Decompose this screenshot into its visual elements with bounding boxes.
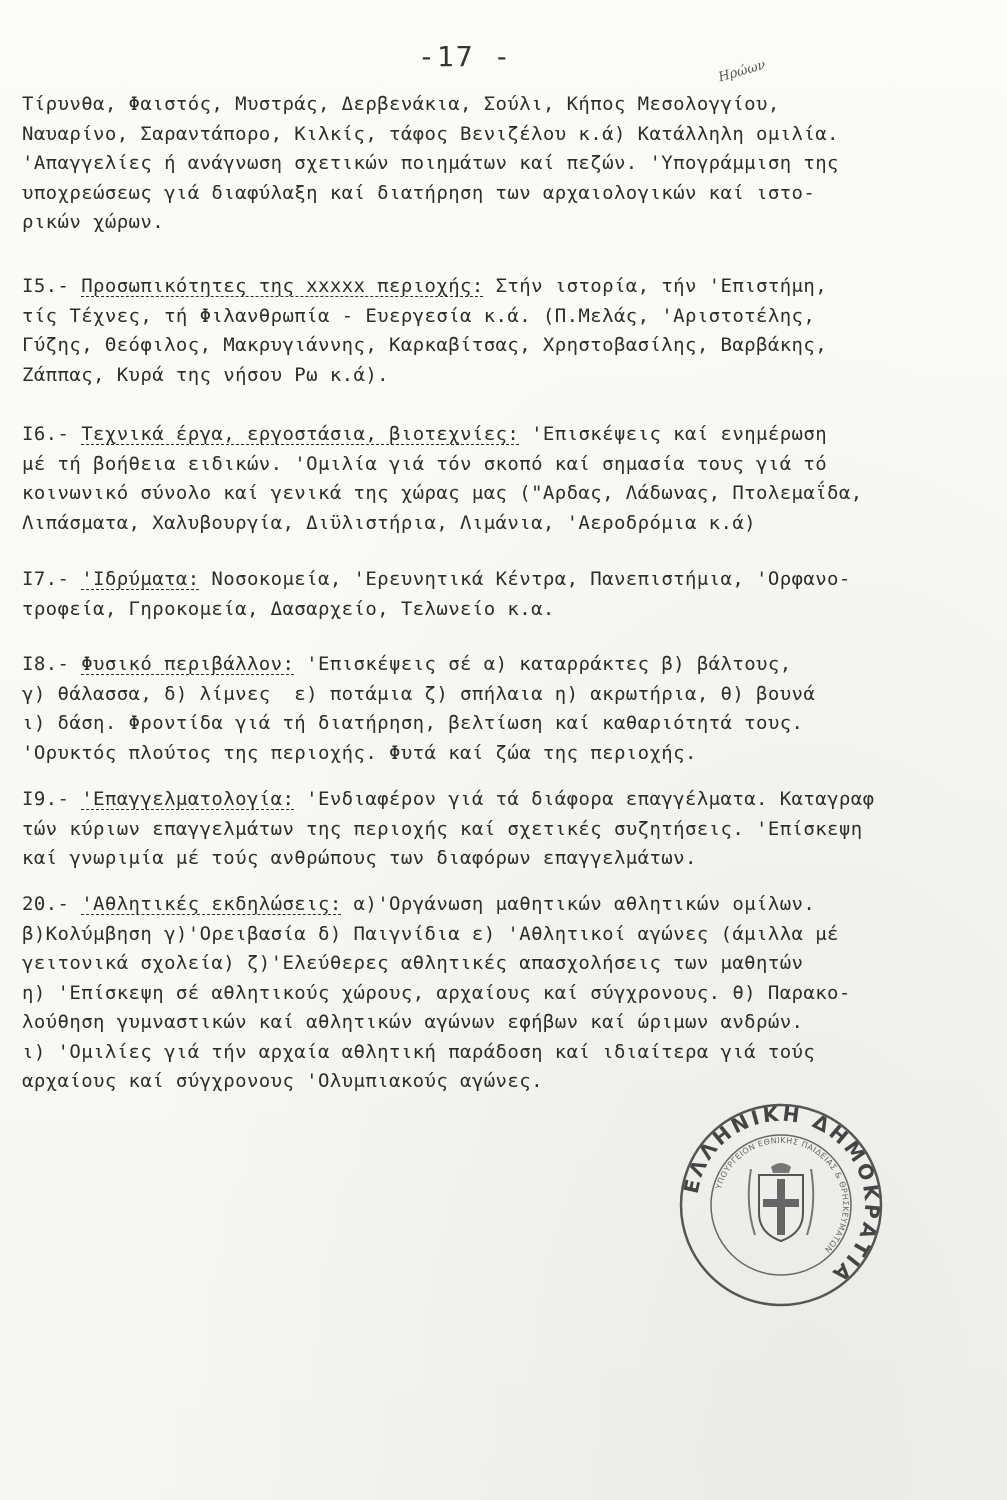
seal-icon [678, 1102, 884, 1308]
section-20-athletic-events [22, 890, 992, 1097]
section-heading: Φυσικό περιβάλλον: [81, 653, 295, 675]
section-text: Στήν ιστορία, τήν 'Επιστήμη, τίς Τέχνες, τή Φιλανθρωπία - Ευεργεσία κ.ά. (Π.Μελάς, 'Αριστοτέλης, Γύζης, Θεόφιλος, Μακρυγιάννης, Καρκαβίτσας, Χρηστοβασίλης, Βαρβάκης, Ζάππας, Κυρά της νήσου Ρω κ.ά). [22, 275, 828, 386]
section-15-personalities [22, 272, 992, 390]
official-seal-stamp [678, 1102, 884, 1308]
coat-of-arms-icon [749, 1163, 814, 1241]
section-heading: 'Ιδρύματα: [81, 568, 200, 590]
section-text: α)'Οργάνωση μαθητικών αθλητικών ομίλων. β)Κολύμβηση γ)'Ορειβασία δ) Παιγνίδια ε) 'Αθλητικοί αγώνες (άμιλλα μέ γειτονικά σχολεία) ζ)'Ελεύθερες αθλητικές απασχολήσεις των μαθητών η) 'Επίσκεψη σέ αθλητικούς χώρους, αρχαίους καί σύγχρονους. θ) Παρακο- λούθηση γυμναστικών καί αθλητικών αγώνων εφήβων καί ώριμων ανδρών. ι) 'Ομιλίες γιά τήν αρχαία αθλητική παράδοση καί ιδιαίτερα γιά τούς αρχαίους καί σύγχρονους 'Ολυμπιακούς αγώνες. [22, 893, 851, 1092]
paragraph-text: Τίρυνθα, Φαιστός, Μυστράς, Δερβενάκια, Σούλι, Κήπος Μεσολογγίου, Ναυαρίνο, Σαραντάπορο, Κιλκίς, τάφος Βενιζέλου κ.ά) Κατάλληλη ομιλία. 'Απαγγελίες ή ανάγνωση σχετικών ποιημάτων καί πεζών. 'Υπογράμμιση της υποχρεώσεως γιά διαφύλαξη καί διατήρηση των αρχαιολογικών καί ιστο- ρικών χώρων. [22, 93, 839, 233]
section-text: 'Επισκέψεις σέ α) καταρράκτες β) βάλτους, γ) θάλασσα, δ) λίμνες ε) ποτάμια ζ) σπήλαια η) ακρωτήρια, θ) βουνά ι) δάση. Φροντίδα γιά τή διατήρηση, βελτίωση καί καθαριότητά τους. 'Ορυκτός πλούτος της περιοχής. Φυτά καί ζώα της περιοχής. [22, 653, 816, 764]
section-number: I8.- [22, 653, 70, 675]
section-heading: 'Επαγγελματολογία: [81, 788, 295, 810]
section-19-professions [22, 785, 992, 874]
paragraph-sites-continued [22, 90, 992, 238]
section-text: 'Ενδιαφέρον γιά τά διάφορα επαγγέλματα. Καταγραφ τών κύριων επαγγελμάτων της περιοχής καί σχετικές συζητήσεις. 'Επίσκεψη καί γνωριμία μέ τούς ανθρώπους των διαφόρων επαγγελμάτων. [22, 788, 875, 869]
section-18-natural-environment [22, 650, 992, 768]
section-heading: Προσωπικότητες της xxxxx περιοχής: [81, 275, 484, 297]
section-number: I5.- [22, 275, 70, 297]
handwritten-note: Ηρώων [716, 57, 768, 86]
section-number: 20.- [22, 893, 70, 915]
section-17-institutions [22, 565, 992, 624]
section-text: Νοσοκομεία, 'Ερευνητικά Κέντρα, Πανεπιστήμια, 'Ορφανο- τροφεία, Γηροκομεία, Δασαρχείο, Τελωνείο κ.α. [22, 568, 851, 620]
page-number: -17 - [418, 40, 513, 73]
section-text: 'Επισκέψεις καί ενημέρωση μέ τή βοήθεια ειδικών. 'Ομιλία γιά τόν σκοπό καί σημασία τους γιά τό κοινωνικό σύνολο καί γενικά της χώρας μας ("Αρδας, Λάδωνας, Πτολεμαΐδα, Λιπάσματα, Χαλυβουργία, Διϋλιστήρια, Λιμάνια, 'Αεροδρόμια κ.ά) [22, 423, 863, 534]
section-number: I6.- [22, 423, 70, 445]
stamp-inner-text: ΥΠΟΥΡΓΕΙΟΝ ΕΘΝΙΚΗΣ ΠΑΙΔΕΙΑΣ & ΘΡΗΣΚΕΥΜΑΤΩΝ [714, 1135, 851, 1255]
section-number: I7.- [22, 568, 70, 590]
section-number: I9.- [22, 788, 70, 810]
section-heading: 'Αθλητικές εκδηλώσεις: [81, 893, 342, 915]
section-heading: Τεχνικά έργα, εργοστάσια, βιοτεχνίες: [81, 423, 520, 445]
stamp-ring-text: ΕΛΛΗΝΙΚΗ ΔΗΜΟΚΡΑΤΙΑ [678, 1102, 884, 1289]
section-16-technical-works [22, 420, 992, 538]
